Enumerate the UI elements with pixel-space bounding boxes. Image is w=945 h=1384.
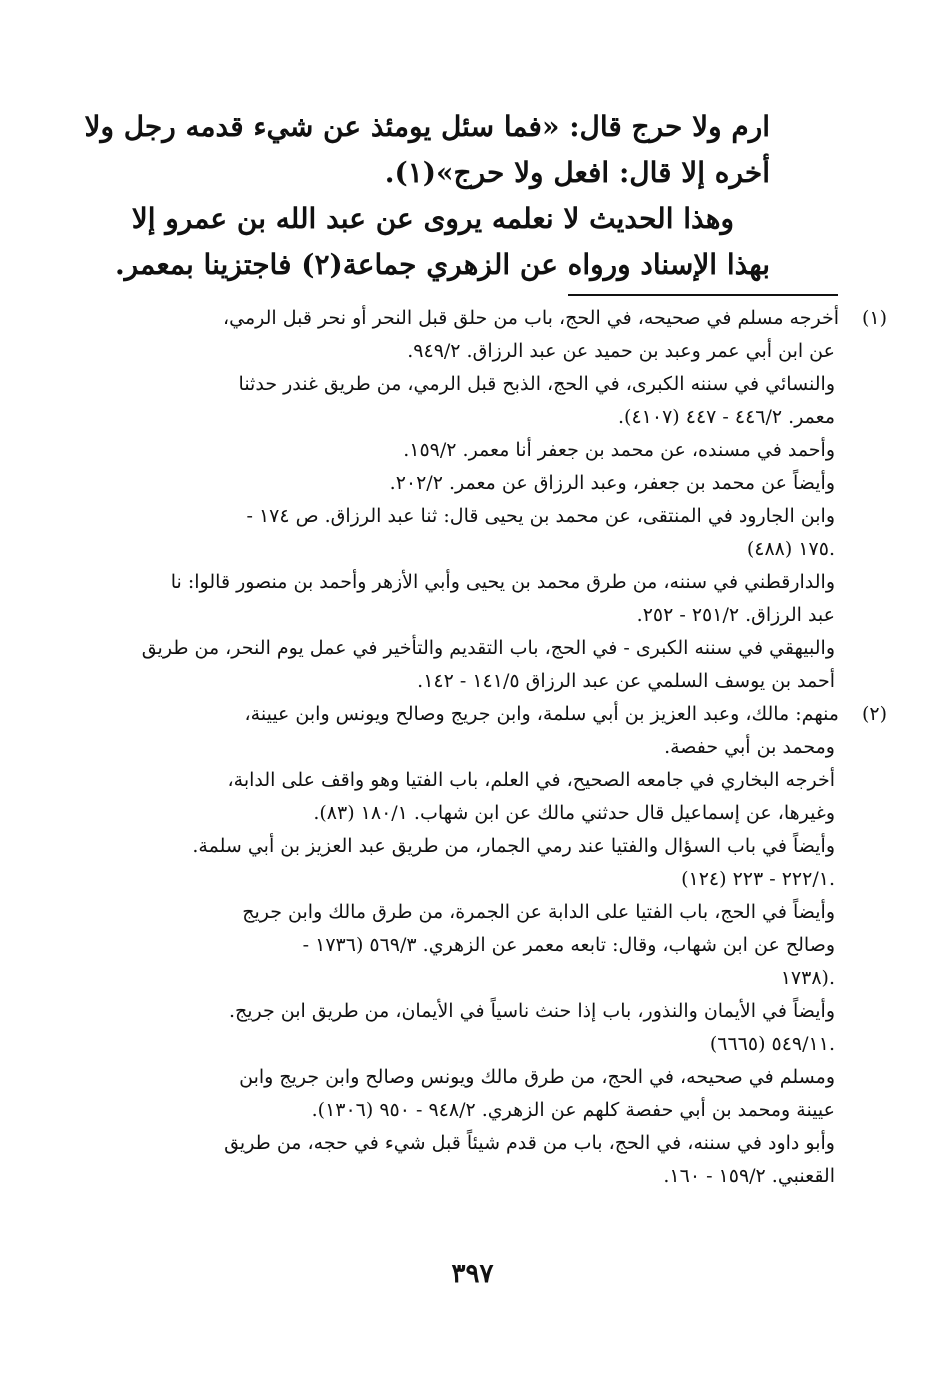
footnote-line: أحمد بن يوسف السلمي عن عبد الرزاق ١٤١/٥ - ١٤٢.	[417, 670, 835, 692]
footnote-line: والنسائي في سننه الكبرى، في الحج، الذبح قبل الرمي، من طريق غندر حدثنا	[238, 373, 835, 395]
footnote-text: منهم: مالك، وعبد العزيز بن أبي سلمة، وابن جريج وصالح ويونس وابن عيينة،	[244, 703, 839, 725]
footnote-line: وأبو داود في سننه، في الحج، باب من قدم شيئاً قبل شيء في حجه، من طريق	[224, 1132, 835, 1154]
main-text-line: بهذا الإسناد ورواه عن الزهري جماعة(٢) فاجتزينا بمعمر.	[114, 248, 770, 281]
footnote-line: ١٧٣٨).	[780, 967, 835, 989]
footnote-line: والبيهقي في سننه الكبرى - في الحج، باب التقديم والتأخير في عمل يوم النحر، من طريق	[141, 637, 835, 659]
footnote-line	[135, 302, 887, 335]
footnote-line: وأيضاً في الأيمان والنذور، باب إذا حنث ناسياً في الأيمان، من طريق ابن جريج.	[228, 1000, 835, 1022]
main-text	[84, 104, 770, 288]
footnote-line: وابن الجارود في المنتقى، عن محمد بن يحيى قال: ثنا عبد الرزاق. ص ١٧٤ -	[246, 505, 835, 527]
footnote-line: عيينة ومحمد بن أبي حفصة كلهم عن الزهري. ٩٤٨/٢ - ٩٥٠ (١٣٠٦).	[311, 1099, 835, 1121]
footnote-line: أخرجه البخاري في جامعه الصحيح، في العلم، باب الفتيا وهو واقف على الدابة،	[227, 769, 835, 791]
footnote-marker: (١)	[861, 307, 887, 329]
footnote-line: ٥٤٩/١١ (٦٦٦٥).	[709, 1033, 835, 1055]
footnote-line: ٢٢٢/١ - ٢٢٣ (١٢٤).	[681, 868, 835, 890]
footnote-line: وغيرها، عن إسماعيل قال حدثني مالك عن ابن شهاب. ١٨٠/١ (٨٣).	[313, 802, 835, 824]
footnote-line: عن ابن أبي عمر وعبد بن حميد عن عبد الرزاق. ٩٤٩/٢.	[407, 340, 835, 362]
footnote-marker: (٢)	[861, 703, 887, 725]
footnote-line: القعنبي. ١٥٩/٢ - ١٦٠.	[663, 1165, 835, 1187]
footnotes	[135, 302, 887, 1193]
footnote-line: وأيضاً في باب السؤال والفتيا عند رمي الجمار، من طريق عبد العزيز بن أبي سلمة.	[192, 835, 835, 857]
footnote-line: وصالح عن ابن شهاب، وقال: تابعه معمر عن الزهري. ٥٦٩/٣ (١٧٣٦ -	[302, 934, 835, 956]
footnote-line: وأيضاً في الحج، باب الفتيا على الدابة عن الجمرة، من طرق مالك وابن جريج	[242, 901, 835, 923]
footnote-line: وأيضاً عن محمد بن جعفر، وعبد الرزاق عن معمر. ٢٠٢/٢.	[389, 472, 835, 494]
footnote-line: ومحمد بن أبي حفصة.	[664, 736, 835, 758]
footnote-line	[135, 698, 887, 731]
footnote-separator	[568, 294, 838, 296]
footnote-line: والدارقطني في سننه، من طرق محمد بن يحيى وأبي الأزهر وأحمد بن منصور قالوا: نا	[170, 571, 835, 593]
main-text-line: أخره إلا قال: افعل ولا حرج»(١).	[384, 156, 770, 189]
footnote-line: وأحمد في مسنده، عن محمد بن جعفر أنا معمر. ١٥٩/٢.	[403, 439, 835, 461]
footnote-text: أخرجه مسلم في صحيحه، في الحج، باب من حلق قبل النحر أو نحر قبل الرمي،	[223, 307, 839, 329]
footnote-line: معمر. ٤٤٦/٢ - ٤٤٧ (٤١٠٧).	[618, 406, 835, 428]
main-text-line: ارم ولا حرج قال: «فما سئل يومئذ عن شيء قدمه رجل ولا	[84, 110, 770, 143]
footnote-line: عبد الرزاق. ٢٥١/٢ - ٢٥٢.	[636, 604, 835, 626]
main-text-line: وهذا الحديث لا نعلمه يروى عن عبد الله بن عمرو إلا	[131, 202, 734, 235]
page-number: ٣٩٧	[451, 1259, 494, 1289]
footnote-line: ١٧٥ (٤٨٨).	[746, 538, 835, 560]
footnote-line: ومسلم في صحيحه، في الحج، من طرق مالك ويونس وصالح وابن جريج وابن	[239, 1066, 835, 1088]
